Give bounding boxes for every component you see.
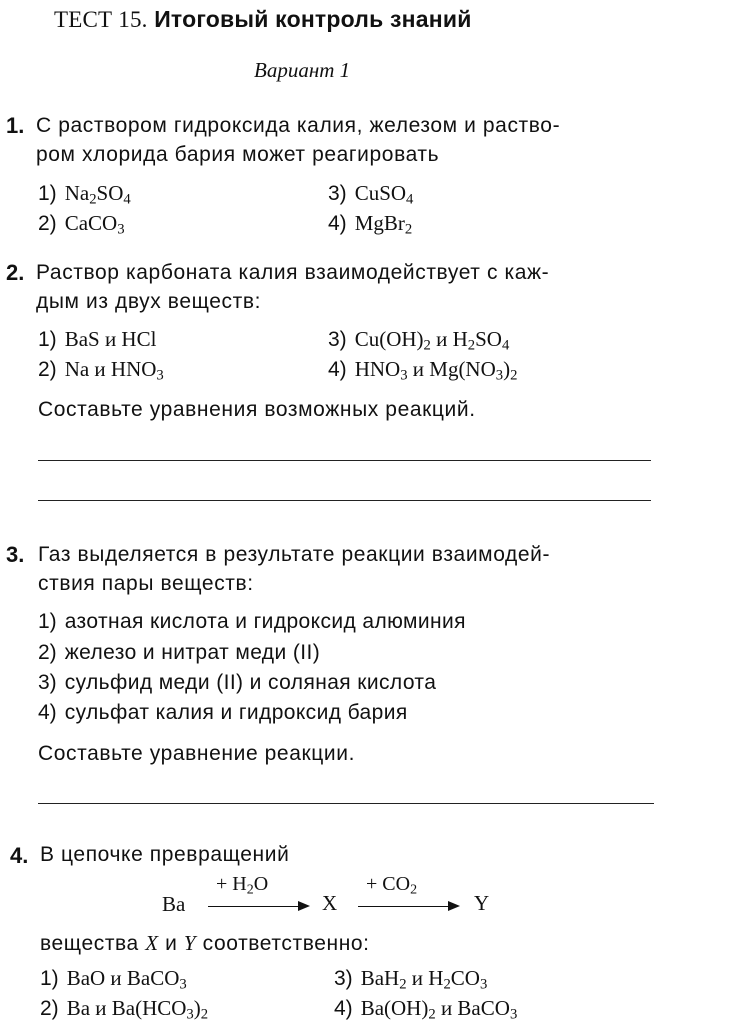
q2-option-3[interactable] <box>328 327 509 352</box>
test-number: ТЕСТ 15. <box>54 7 148 32</box>
option-number: 1) <box>38 328 57 351</box>
q4-option-2[interactable] <box>40 996 208 1021</box>
option-number: 2) <box>38 358 57 381</box>
question-2-line-2: дым из двух веществ: <box>36 290 262 313</box>
arrow-2-head-icon <box>448 901 460 911</box>
test-title: Итоговый контроль знаний <box>154 6 472 32</box>
question-2-number: 2. <box>6 260 25 285</box>
q2-option-4[interactable] <box>328 357 517 382</box>
option-formula: BaS и HCl <box>64 327 157 351</box>
answer-line-2a[interactable] <box>38 460 651 461</box>
option-formula: CuSO$_4$ <box>354 181 414 208</box>
option-formula: Na и $HNO_3$ <box>64 357 164 384</box>
option-formula: $Cu(OH)_2$ и $H_2SO_4$ <box>354 327 510 354</box>
option-number: 3) <box>334 967 353 990</box>
q3-option-1[interactable] <box>38 609 466 634</box>
arrow-2-line <box>358 906 450 907</box>
q3-option-3[interactable] <box>38 670 436 695</box>
option-number: 2) <box>38 212 57 235</box>
q3-option-4[interactable] <box>38 700 408 725</box>
q2-option-2[interactable] <box>38 357 164 382</box>
option-text: сульфид меди (II) и соляная кислота <box>64 671 437 694</box>
page-title <box>54 6 694 33</box>
q4-option-4[interactable] <box>334 996 517 1021</box>
question-1-line-2: ром хлорида бария может реагировать <box>36 143 440 166</box>
question-1-line-1: С раствором гидроксида калия, железом и раство- <box>36 114 561 137</box>
option-number: 1) <box>38 182 57 205</box>
q1-option-3[interactable] <box>328 181 413 206</box>
question-4-number: 4. <box>10 843 29 868</box>
answer-line-3[interactable] <box>38 803 654 804</box>
q1-option-2[interactable] <box>38 211 125 236</box>
option-number: 4) <box>334 997 353 1020</box>
question-3-instruction: Составьте уравнение реакции. <box>38 742 356 765</box>
option-formula: BaH$_2$ и $H_2CO_3$ <box>360 966 488 993</box>
question-3-number: 3. <box>6 542 25 567</box>
question-3-line-2: ствия пары веществ: <box>38 572 254 595</box>
option-formula: BaO и BaCO$_3$ <box>66 966 187 993</box>
q4-option-1[interactable] <box>40 966 187 991</box>
variant-label: Вариант 1 <box>254 58 351 82</box>
option-formula: MgBr$_2$ <box>354 211 413 238</box>
chain-start: Ba <box>162 892 186 916</box>
question-4-after: вещества X и Y соответственно: <box>40 931 370 955</box>
option-formula: $Ba(OH)_2$ и BaCO$_3$ <box>360 996 518 1023</box>
q1-option-4[interactable] <box>328 211 412 236</box>
chain-x: X <box>322 891 338 915</box>
option-number: 2) <box>38 641 57 664</box>
question-3-line-1: Газ выделяется в результате реакции взаимодей- <box>38 543 551 566</box>
question-1-number: 1. <box>6 113 25 138</box>
answer-line-2b[interactable] <box>38 500 651 501</box>
option-number: 4) <box>328 358 347 381</box>
arrow-1-label: + $H_2O$ <box>216 873 269 898</box>
option-formula: $Na_2SO_4$ <box>64 181 131 208</box>
option-number: 2) <box>40 997 59 1020</box>
arrow-2-label: + $CO_2$ <box>366 873 418 898</box>
option-number: 3) <box>328 182 347 205</box>
option-number: 4) <box>328 212 347 235</box>
option-text: сульфат калия и гидроксид бария <box>64 701 408 724</box>
q2-option-1[interactable] <box>38 327 156 352</box>
option-formula: Ba и $Ba(HCO_3)_2$ <box>66 996 209 1023</box>
option-formula: $HNO_3$ и $Mg(NO_3)_2$ <box>354 357 518 384</box>
option-number: 1) <box>40 967 59 990</box>
option-text: азотная кислота и гидроксид алюминия <box>64 610 466 633</box>
q3-option-2[interactable] <box>38 640 320 665</box>
option-text: железо и нитрат меди (II) <box>64 641 321 664</box>
question-2-instruction: Составьте уравнения возможных реакций. <box>38 398 476 421</box>
arrow-1-head-icon <box>298 901 310 911</box>
option-number: 3) <box>328 328 347 351</box>
question-2-line-1: Раствор карбоната калия взаимодействует с каж- <box>36 261 550 284</box>
option-formula: CaCO$_3$ <box>64 211 125 238</box>
q1-option-1[interactable] <box>38 181 131 206</box>
chain-y: Y <box>474 891 490 915</box>
option-number: 3) <box>38 671 57 694</box>
option-number: 4) <box>38 701 57 724</box>
arrow-1-line <box>208 906 300 907</box>
question-4-line: В цепочке превращений <box>40 843 290 866</box>
q4-option-3[interactable] <box>334 966 487 991</box>
option-number: 1) <box>38 610 57 633</box>
